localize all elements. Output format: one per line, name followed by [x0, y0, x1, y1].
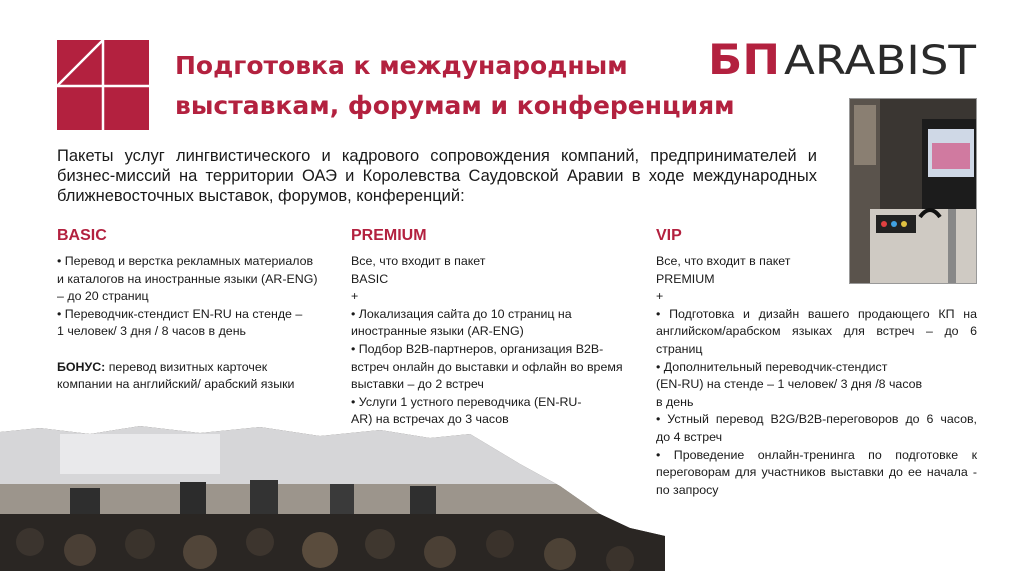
intro-text: Пакеты услуг лингвистического и кадрового сопровождения компаний, предпринимателей и бизнес-миссий на территории ОАЭ и Королевства Саудовской Аравии в ходе международных ближневосточных выставок, форумов, конференций: [57, 147, 817, 205]
list-item: + [351, 289, 359, 304]
brand-logo [708, 36, 978, 80]
list-item: и каталогов на иностранные языки (AR-ENG) [57, 271, 318, 286]
list-item: • Переводчик-стендист EN-RU на стенде – [57, 306, 303, 321]
list-item: BASIC [351, 271, 389, 286]
list-item: – до 20 страниц [57, 289, 149, 304]
package-vip [656, 225, 977, 499]
brand-name: ARABIST [784, 38, 977, 80]
list-item: в день [656, 394, 694, 409]
list-item: + [656, 289, 664, 304]
list-item: страниц [656, 341, 703, 356]
list-item: (EN-RU) на стенде – 1 человек/ 3 дня /8 часов [656, 377, 923, 392]
package-vip-title: VIP [656, 227, 682, 244]
list-item: английском/арабском языках для встреч – до 6 [656, 324, 977, 339]
logo-four-icon [57, 40, 149, 130]
list-item: выставки – до 2 встреч [351, 377, 484, 392]
package-premium-title: PREMIUM [351, 227, 427, 244]
list-item: иностранные языки (AR-ENG) [351, 324, 524, 339]
brand-prefix: БП [708, 36, 780, 80]
list-item: переговорам для участников выставки до ее начала - [656, 465, 977, 480]
list-item: • Подбор B2B-партнеров, организация B2B- [351, 341, 604, 356]
logo-mark [57, 40, 149, 130]
list-item: • Услуги 1 устного переводчика (EN-RU- [351, 394, 582, 409]
title-line-1: Подготовка к международным [175, 51, 628, 80]
list-item: • Подготовка и дизайн вашего продающего КП на [656, 306, 977, 321]
bonus-text: компании на английский/ арабский языки [57, 377, 295, 392]
package-basic [57, 225, 322, 394]
list-item: PREMIUM [656, 271, 715, 286]
list-item: • Локализация сайта до 10 страниц на [351, 306, 572, 321]
conference-photo [0, 424, 665, 571]
package-basic-title: BASIC [57, 227, 107, 244]
bonus-label: БОНУС: [57, 359, 106, 374]
list-item: 1 человек/ 3 дня / 8 часов в день [57, 324, 246, 339]
package-premium [351, 225, 626, 429]
list-item: • Проведение онлайн-тренинга по подготовке к [656, 447, 977, 462]
list-item: • Устный перевод B2G/B2B-переговоров до 6 часов, [656, 412, 977, 427]
list-item: до 4 встреч [656, 429, 723, 444]
list-item: Все, что входит в пакет [656, 254, 791, 268]
list-item: Все, что входит в пакет [351, 254, 486, 268]
title-line-2: выставкам, форумам и конференциям [175, 91, 735, 120]
list-item: по запросу [656, 482, 719, 497]
list-item: встреч онлайн до выставки и офлайн во время [351, 359, 623, 374]
bonus-line [57, 359, 322, 377]
list-item: • Перевод и верстка рекламных материалов [57, 254, 314, 268]
list-item: AR) на встречах до 3 часов [351, 412, 509, 427]
bonus-text: перевод визитных карточек [105, 359, 268, 374]
list-item: • Дополнительный переводчик-стендист [656, 359, 888, 374]
page-title [175, 46, 795, 126]
